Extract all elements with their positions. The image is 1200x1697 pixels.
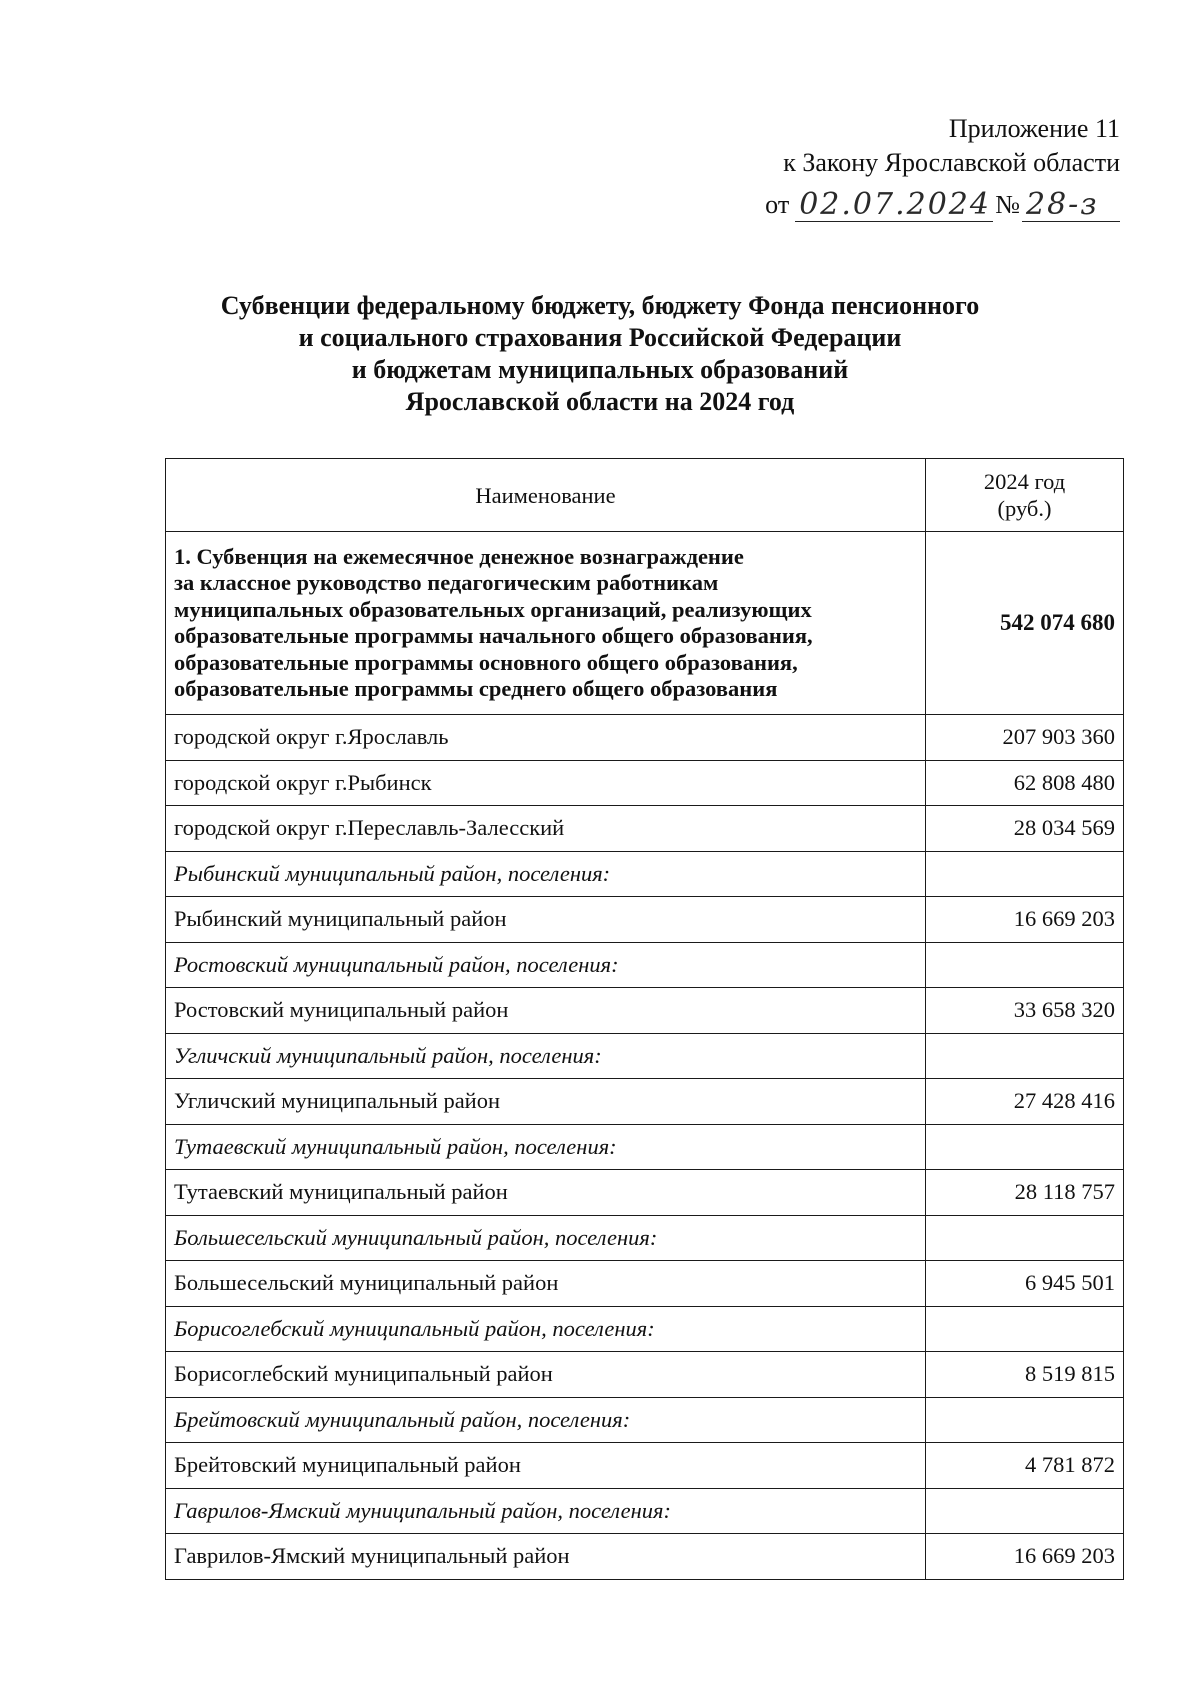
municipality-name-cell: городской округ г.Ярославль xyxy=(166,715,926,761)
amount-cell xyxy=(926,851,1124,897)
column-header-name: Наименование xyxy=(166,459,926,532)
section-name xyxy=(166,532,926,715)
section-name-line: образовательные программы среднего общего образования xyxy=(174,676,778,701)
amount-cell: 27 428 416 xyxy=(926,1079,1124,1125)
section-row xyxy=(166,532,1124,715)
municipality-name-cell: Тутаевский муниципальный район xyxy=(166,1170,926,1216)
group-name-cell: Ростовский муниципальный район, поселения: xyxy=(166,942,926,988)
amount-cell: 62 808 480 xyxy=(926,760,1124,806)
table-row xyxy=(166,1079,1124,1125)
municipality-name-cell: Ростовский муниципальный район xyxy=(166,988,926,1034)
group-name-cell: Тутаевский муниципальный район, поселения: xyxy=(166,1124,926,1170)
amount-cell: 4 781 872 xyxy=(926,1443,1124,1489)
title-line-2: и социального страхования Российской Федерации xyxy=(298,323,902,352)
group-name-cell: Гаврилов-Ямский муниципальный район, поселения: xyxy=(166,1488,926,1534)
group-name-cell: Большесельский муниципальный район, поселения: xyxy=(166,1215,926,1261)
title-line-4: Ярославской области на 2024 год xyxy=(405,387,795,416)
group-header-row xyxy=(166,1306,1124,1352)
subventions-table xyxy=(165,458,1124,1580)
group-header-row xyxy=(166,1397,1124,1443)
group-header-row xyxy=(166,1124,1124,1170)
document-title xyxy=(0,290,1200,418)
amount-cell: 8 519 815 xyxy=(926,1352,1124,1398)
group-name-cell: Брейтовский муниципальный район, поселения: xyxy=(166,1397,926,1443)
group-header-row xyxy=(166,851,1124,897)
amount-cell: 28 118 757 xyxy=(926,1170,1124,1216)
municipality-name-cell: городской округ г.Рыбинск xyxy=(166,760,926,806)
municipality-name-cell: Рыбинский муниципальный район xyxy=(166,897,926,943)
amount-cell: 16 669 203 xyxy=(926,1534,1124,1580)
group-header-row xyxy=(166,942,1124,988)
table-row xyxy=(166,897,1124,943)
amount-cell: 207 903 360 xyxy=(926,715,1124,761)
annex-law-reference: к Закону Ярославской области xyxy=(783,148,1120,177)
section-amount: 542 074 680 xyxy=(926,532,1124,715)
amount-cell xyxy=(926,1397,1124,1443)
table-row xyxy=(166,988,1124,1034)
group-header-row xyxy=(166,1033,1124,1079)
annex-title: Приложение 11 xyxy=(948,114,1120,143)
number-sign: № xyxy=(995,190,1020,219)
municipality-name-cell: Борисоглебский муниципальный район xyxy=(166,1352,926,1398)
amount-cell: 16 669 203 xyxy=(926,897,1124,943)
amount-cell xyxy=(926,1033,1124,1079)
section-name-line: за классное руководство педагогическим работникам xyxy=(174,570,719,595)
column-header-year xyxy=(926,459,1124,532)
column-header-year-line-2: (руб.) xyxy=(997,496,1052,521)
table-body xyxy=(166,532,1124,1580)
handwritten-date: 02.07.2024 xyxy=(795,189,993,222)
title-line-1: Субвенции федеральному бюджету, бюджету Фонда пенсионного xyxy=(220,291,980,320)
table-row xyxy=(166,1534,1124,1580)
group-name-cell: Борисоглебский муниципальный район, поселения: xyxy=(166,1306,926,1352)
municipality-name-cell: Гаврилов-Ямский муниципальный район xyxy=(166,1534,926,1580)
municipality-name-cell: городской округ г.Переславль-Залесский xyxy=(166,806,926,852)
group-name-cell: Рыбинский муниципальный район, поселения: xyxy=(166,851,926,897)
section-name-line: муниципальных образовательных организаций, реализующих xyxy=(174,596,812,622)
amount-cell xyxy=(926,1488,1124,1534)
handwritten-law-number: 28-з xyxy=(1022,189,1120,222)
table-row xyxy=(166,1352,1124,1398)
table-row xyxy=(166,715,1124,761)
amount-cell: 28 034 569 xyxy=(926,806,1124,852)
group-name-cell: Угличский муниципальный район, поселения: xyxy=(166,1033,926,1079)
section-name-line: 1. Субвенция на ежемесячное денежное вознаграждение xyxy=(174,543,744,569)
municipality-name-cell: Брейтовский муниципальный район xyxy=(166,1443,926,1489)
table-header-row xyxy=(166,459,1124,532)
section-name-line: образовательные программы основного общего образования, xyxy=(174,649,798,675)
table-row xyxy=(166,1170,1124,1216)
annex-header xyxy=(765,112,1120,222)
amount-cell xyxy=(926,942,1124,988)
annex-date-prefix: от xyxy=(765,190,790,219)
group-header-row xyxy=(166,1215,1124,1261)
amount-cell: 6 945 501 xyxy=(926,1261,1124,1307)
amount-cell xyxy=(926,1124,1124,1170)
table-row xyxy=(166,1261,1124,1307)
column-header-year-line-1: 2024 год xyxy=(983,469,1066,494)
municipality-name-cell: Угличский муниципальный район xyxy=(166,1079,926,1125)
table-row xyxy=(166,760,1124,806)
title-line-3: и бюджетам муниципальных образований xyxy=(351,355,849,384)
table-row xyxy=(166,806,1124,852)
section-name-line: образовательные программы начального общего образования, xyxy=(174,623,813,648)
municipality-name-cell: Большесельский муниципальный район xyxy=(166,1261,926,1307)
amount-cell xyxy=(926,1306,1124,1352)
amount-cell xyxy=(926,1215,1124,1261)
table-row xyxy=(166,1443,1124,1489)
amount-cell: 33 658 320 xyxy=(926,988,1124,1034)
group-header-row xyxy=(166,1488,1124,1534)
annex-date-number-line xyxy=(765,188,1120,222)
